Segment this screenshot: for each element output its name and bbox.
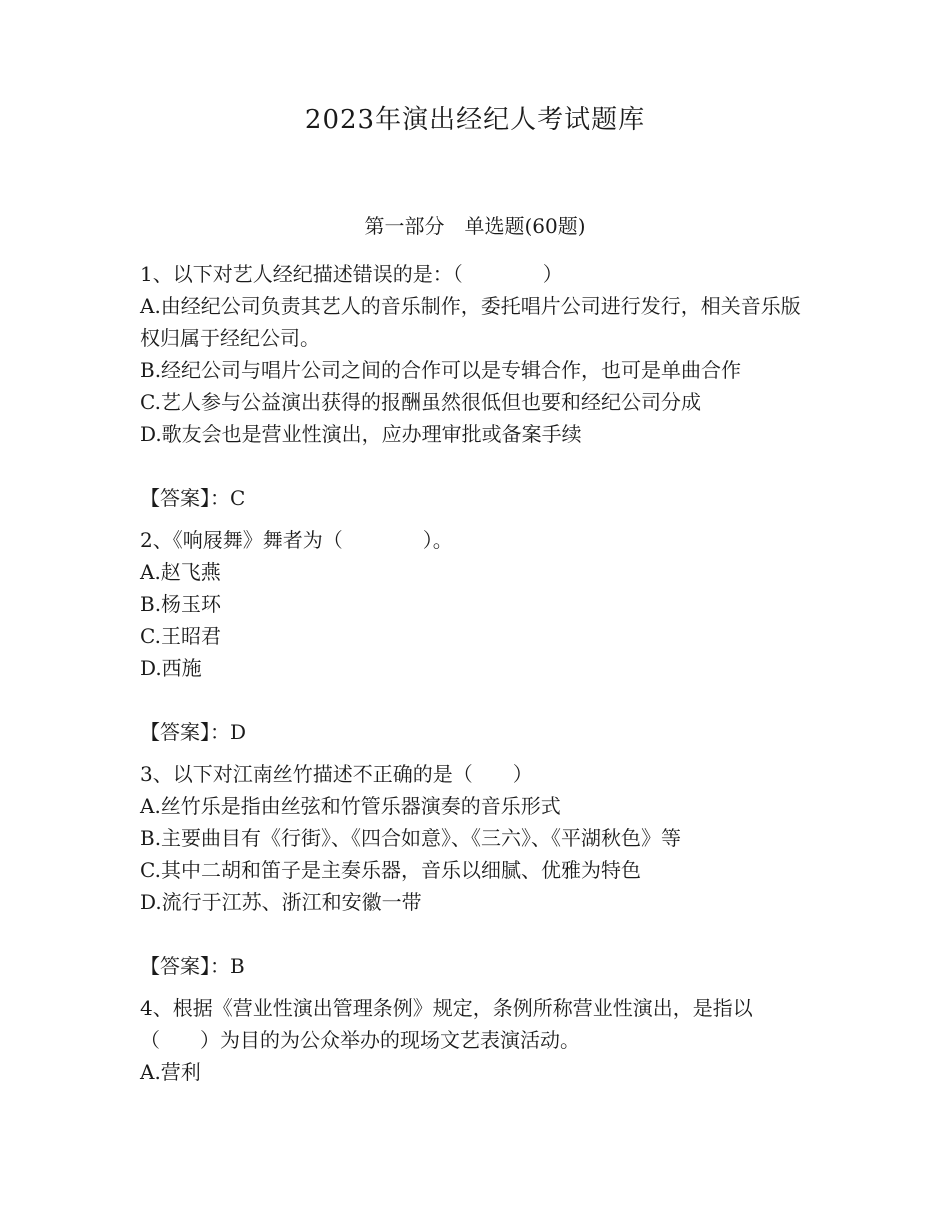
question-1 xyxy=(140,258,820,514)
option-a: A.赵飞燕 xyxy=(140,560,221,584)
question-2 xyxy=(140,524,820,748)
option-d: D.西施 xyxy=(140,656,202,680)
question-3 xyxy=(140,758,820,982)
option-a: A.由经纪公司负责其艺人的音乐制作，委托唱片公司进行发行，相关音乐版权归属于经纪公司。 xyxy=(140,294,801,350)
option-d: D.流行于江苏、浙江和安徽一带 xyxy=(140,890,422,914)
question-stem: 2、《响屐舞》舞者为（ ）。 xyxy=(140,528,453,552)
question-stem: 4、根据《营业性演出管理条例》规定，条例所称营业性演出，是指以（ ）为目的为公众举办的现场文艺表演活动。 xyxy=(140,996,753,1052)
option-c: C.其中二胡和笛子是主奏乐器，音乐以细腻、优雅为特色 xyxy=(140,858,641,882)
option-c: C.王昭君 xyxy=(140,624,221,648)
question-list xyxy=(140,258,820,1088)
answer-line: 【答案】：D xyxy=(140,720,247,744)
option-b: B.经纪公司与唱片公司之间的合作可以是专辑合作，也可是单曲合作 xyxy=(140,358,742,382)
option-a: A.丝竹乐是指由丝弦和竹管乐器演奏的音乐形式 xyxy=(140,794,561,818)
option-b: B.主要曲目有《行街》、《四合如意》、《三六》、《平湖秋色》等 xyxy=(140,826,682,850)
option-c: C.艺人参与公益演出获得的报酬虽然很低但也要和经纪公司分成 xyxy=(140,390,701,414)
section-heading: 第一部分 单选题(60题) xyxy=(364,214,586,238)
option-b: B.杨玉环 xyxy=(140,592,222,616)
question-4 xyxy=(140,992,820,1088)
document-title: 2023年演出经纪人考试题库 xyxy=(304,105,646,135)
question-stem: 3、以下对江南丝竹描述不正确的是（ ） xyxy=(140,762,533,786)
answer-line: 【答案】：B xyxy=(140,954,245,978)
option-d: D.歌友会也是营业性演出，应办理审批或备案手续 xyxy=(140,422,582,446)
option-a: A.营利 xyxy=(140,1060,201,1084)
answer-line: 【答案】：C xyxy=(140,486,246,510)
question-stem: 1、以下对艺人经纪描述错误的是：（ ） xyxy=(140,262,563,286)
